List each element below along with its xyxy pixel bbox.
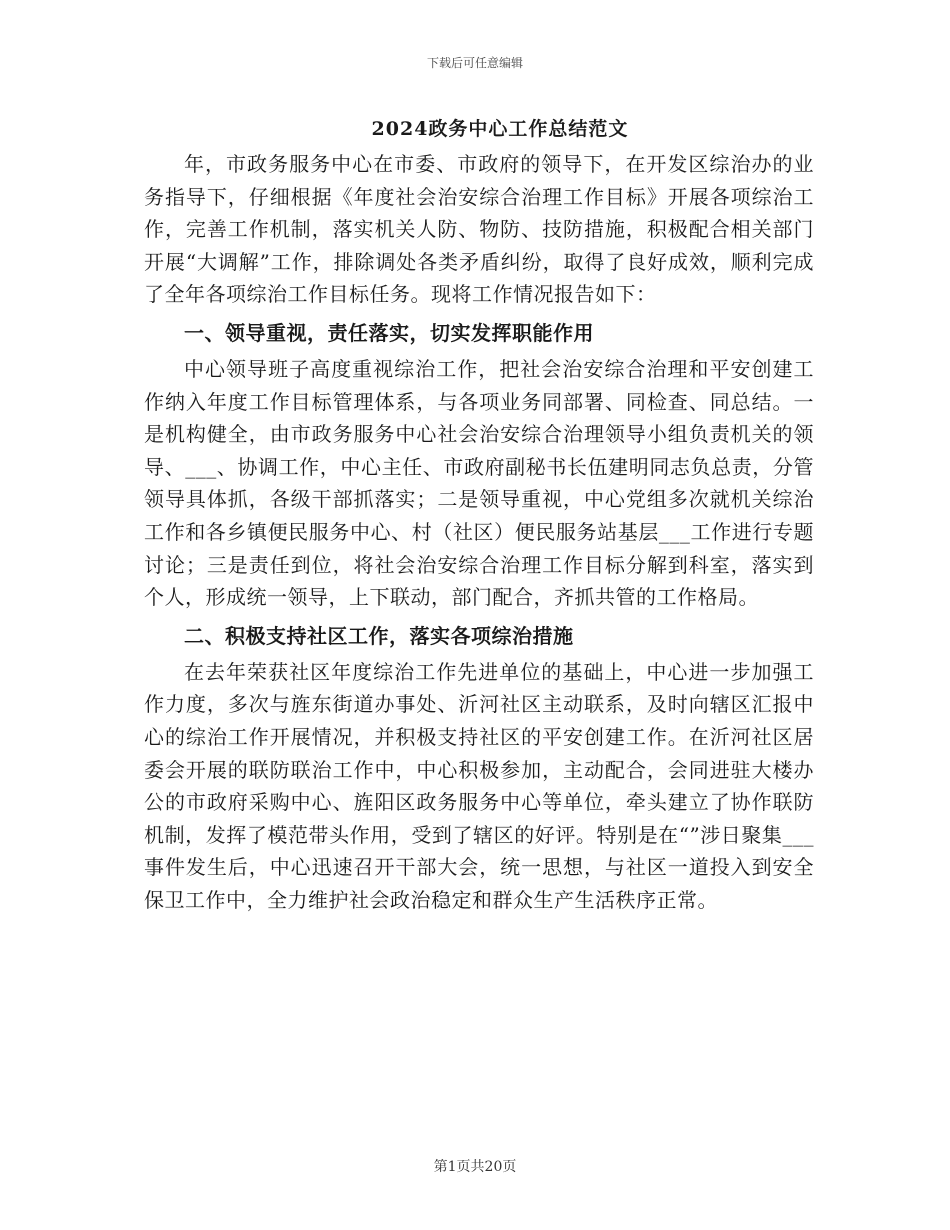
section-1-body: 中心领导班子高度重视综治工作，把社会治安综合治理和平安创建工作纳入年度工作目标管理体系，与各项业务同部署、同检查、同总结。一是机构健全，由市政务服务中心社会治安综合治理领导小组负责机关的领导、___、协调工作，中心主任、市政府副秘书长伍建明同志负总责，分管领导具体抓，各级干部抓落实；二是领导重视，中心党组多次就机关综治工作和各乡镇便民服务中心、村（社区）便民服务站基层___工作进行专题讨论；三是责任到位，将社会治安综合治理工作目标分解到科室，落实到个人，形成统一领导，上下联动，部门配合，齐抓共管的工作格局。 — [144, 356, 814, 610]
section-2-heading: 二、积极支持社区工作，落实各项综治措施 — [184, 623, 574, 648]
document-body — [144, 148, 814, 916]
page-number-footer: 第1页共20页 — [433, 1159, 517, 1175]
header-note: 下载后可任意编辑 — [426, 56, 523, 70]
section-1-heading: 一、领导重视，责任落实，切实发挥职能作用 — [184, 320, 594, 345]
intro-paragraph: 年，市政务服务中心在市委、市政府的领导下，在开发区综治办的业务指导下，仔细根据《年度社会治安综合治理工作目标》开展各项综治工作，完善工作机制，落实机关人防、物防、技防措施，积极配合相关部门开展“大调解”工作，排除调处各类矛盾纠纷，取得了良好成效，顺利完成了全年各项综治工作目标任务。现将工作情况报告如下： — [144, 152, 814, 307]
section-2-body: 在去年荣获社区年度综治工作先进单位的基础上，中心进一步加强工作力度，多次与旌东街道办事处、沂河社区主动联系，及时向辖区汇报中心的综治工作开展情况，并积极支持社区的平安创建工作。在沂河社区居委会开展的联防联治工作中，中心积极参加，主动配合，会同进驻大楼办公的市政府采购中心、旌阳区政务服务中心等单位，牵头建立了协作联防机制，发挥了模范带头作用，受到了辖区的好评。特别是在“”涉日聚集___事件发生后，中心迅速召开干部大会，统一思想，与社区一道投入到安全保卫工作中，全力维护社会政治稳定和群众生产生活秩序正常。 — [144, 659, 814, 912]
document-title: 2024政务中心工作总结范文 — [371, 118, 629, 140]
